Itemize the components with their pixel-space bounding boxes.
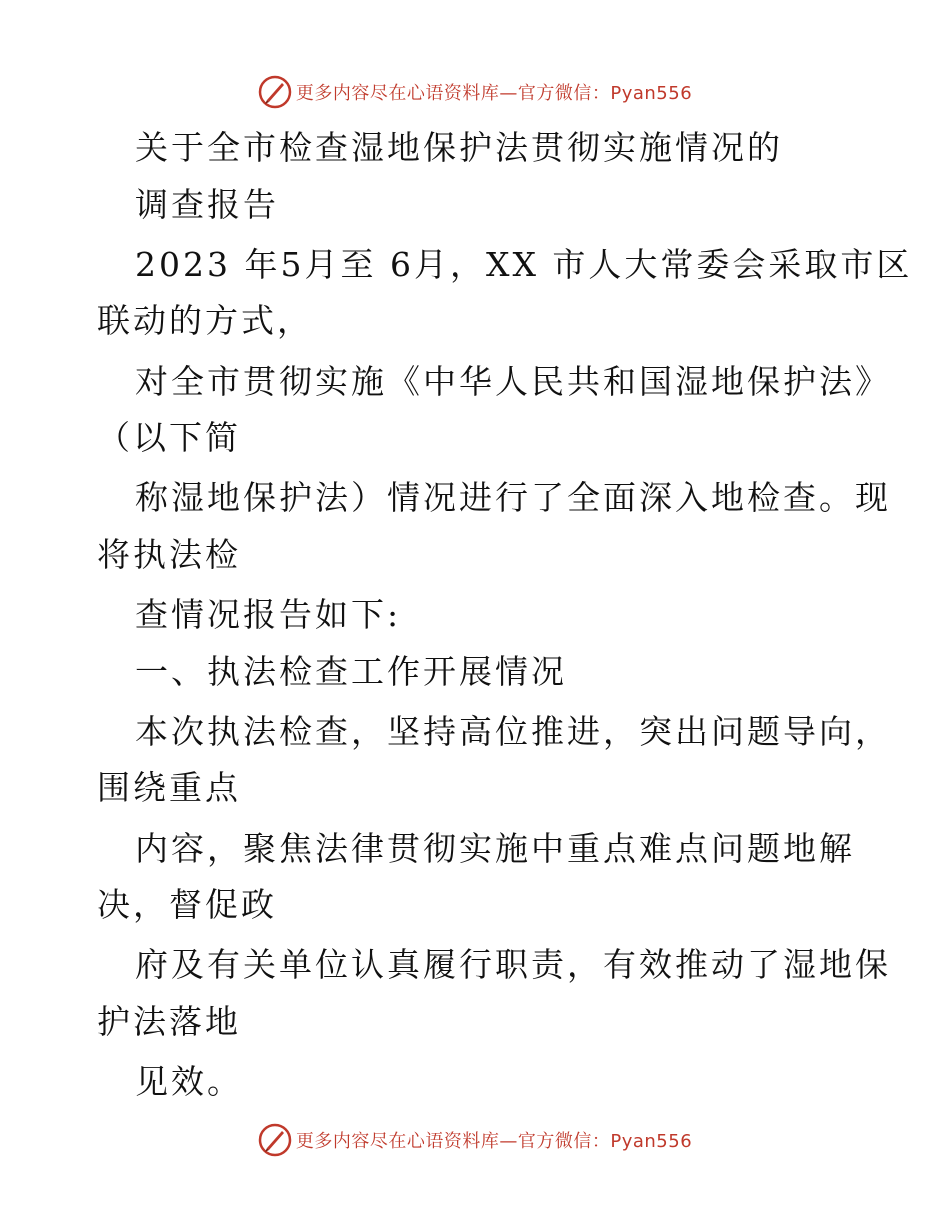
paragraph-line: 围绕重点 <box>97 768 241 807</box>
quill-pen-icon <box>258 1123 292 1157</box>
watermark-text: 更多内容尽在心语资料库—官方微信：Pyan556 <box>295 1131 693 1152</box>
watermark-text: 更多内容尽在心语资料库—官方微信：Pyan556 <box>295 83 693 104</box>
paragraph-line: 见效。 <box>135 1062 243 1101</box>
paragraph-line: 将执法检 <box>97 535 241 574</box>
doc-title-line-1: 关于全市检查湿地保护法贯彻实施情况的 <box>135 128 783 167</box>
paragraph-line: 对全市贯彻实施《中华人民共和国湿地保护法》 <box>135 362 891 401</box>
paragraph-line: 府及有关单位认真履行职责，有效推动了湿地保 <box>135 945 891 984</box>
paragraph-line: 内容，聚焦法律贯彻实施中重点难点问题地解 <box>135 829 855 868</box>
paragraph-line: 称湿地保护法）情况进行了全面深入地检查。现 <box>135 478 891 517</box>
paragraph-line: 查情况报告如下: <box>135 595 402 634</box>
footer-watermark-banner <box>0 1120 950 1160</box>
paragraph-line: 决，督促政 <box>97 885 277 924</box>
doc-title-line-2: 调查报告 <box>135 185 279 224</box>
paragraph-line: 2023 年5月至 6月，XX 市人大常委会采取市区 <box>135 245 913 284</box>
paragraph-line: 护法落地 <box>97 1002 241 1041</box>
paragraph-line: 本次执法检查，坚持高位推进，突出问题导向， <box>135 712 891 751</box>
section-heading: 一、执法检查工作开展情况 <box>135 652 567 691</box>
paragraph-line: （以下简 <box>97 418 241 457</box>
paragraph-line: 联动的方式， <box>97 301 313 340</box>
